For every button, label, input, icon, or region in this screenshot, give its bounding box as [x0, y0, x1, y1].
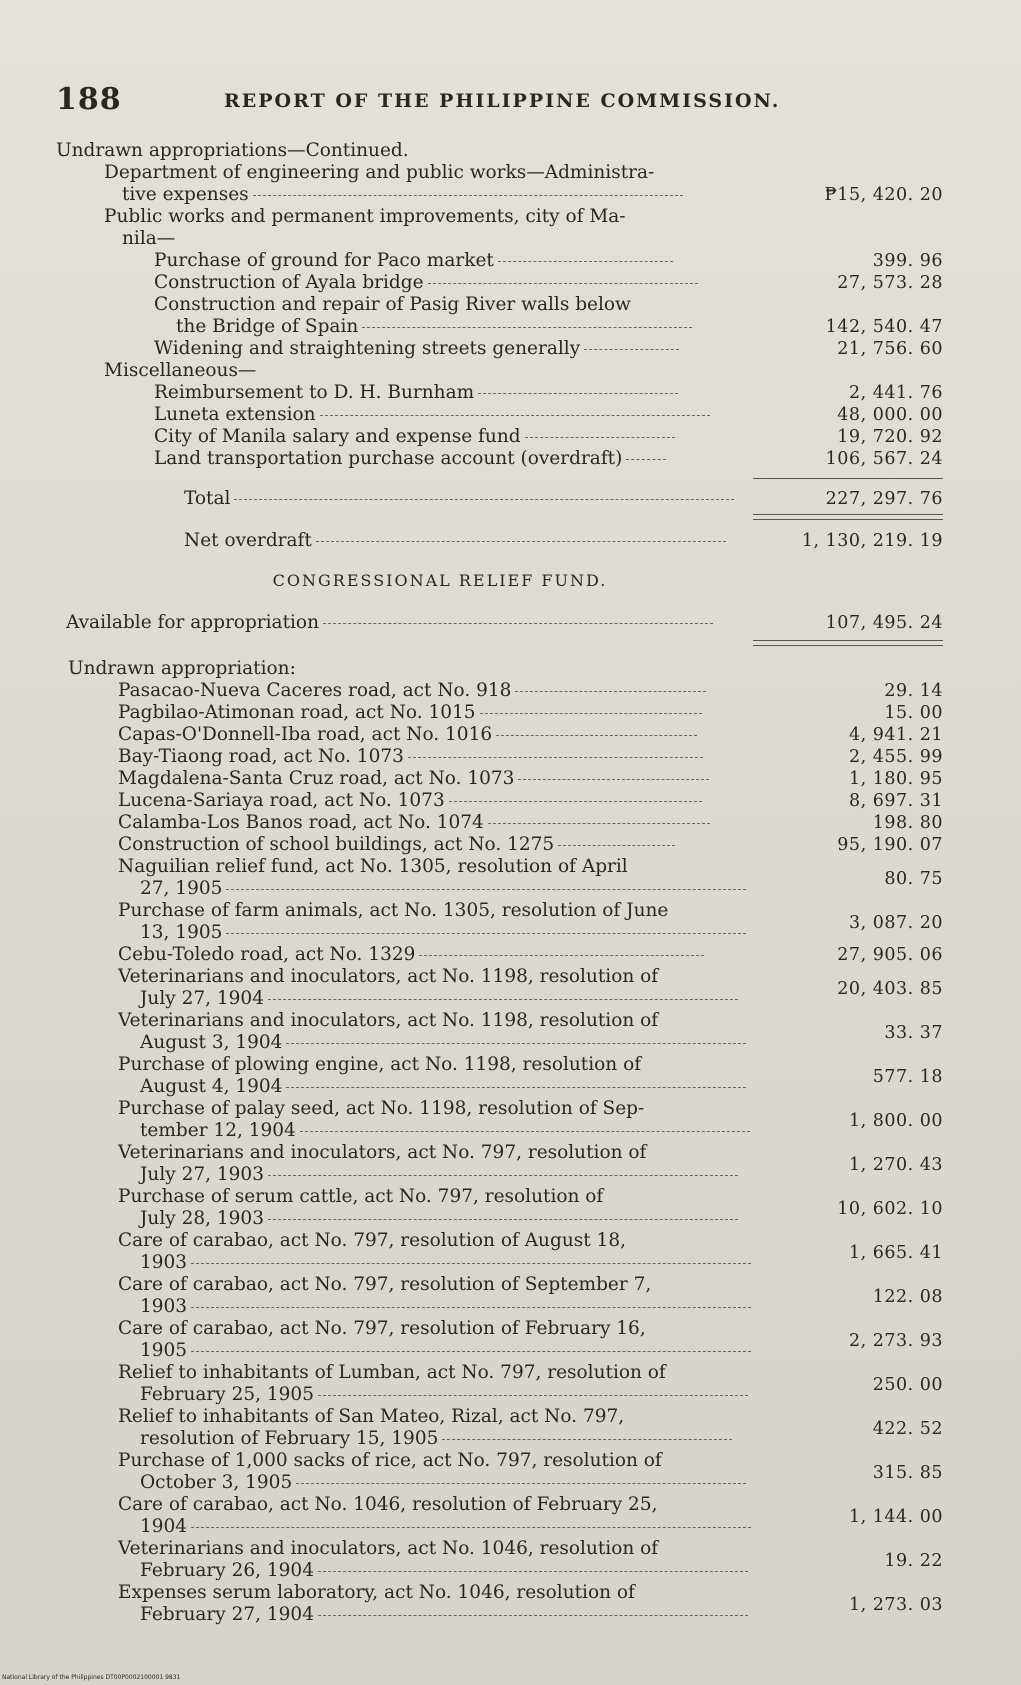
leader-dots	[191, 1263, 751, 1264]
relief-items	[0, 680, 1021, 1626]
ledger-line: Veterinarians and inoculators, act No. 1046, resolution of	[118, 1538, 659, 1559]
rule-area	[0, 634, 1021, 658]
leader-dots	[408, 757, 704, 758]
ledger-row: Construction of Ayala bridge 27, 573. 28	[154, 272, 943, 293]
ledger-row: July 28, 1903 10, 602. 10	[140, 1199, 943, 1229]
amount: 19. 22	[884, 1551, 943, 1571]
ledger-line: Purchase of palay seed, act No. 1198, resolution of Sep-	[118, 1098, 645, 1119]
leader-dots	[226, 889, 746, 890]
amount: 4, 941. 21	[848, 725, 943, 745]
ledger-row: October 3, 1905 315. 85	[140, 1463, 943, 1493]
ledger-row: February 25, 1905 250. 00	[140, 1375, 943, 1405]
running-head: REPORT OF THE PHILIPPINE COMMISSION.	[224, 90, 781, 112]
ledger-line: Care of carabao, act No. 797, resolution of August 18,	[118, 1230, 626, 1251]
ledger-row: Construction of school buildings, act No. 1275 95, 190. 07	[118, 834, 943, 855]
leader-dots	[558, 845, 675, 846]
leader-dots	[488, 823, 710, 824]
leader-dots	[449, 801, 703, 802]
leader-dots	[191, 1351, 751, 1352]
ledger-line: Relief to inhabitants of San Mateo, Rizal, act No. 797,	[118, 1406, 625, 1427]
ledger-row: Luneta extension 48, 000. 00	[154, 404, 943, 425]
leader-dots	[318, 1615, 748, 1616]
ledger-row: August 4, 1904 577. 18	[140, 1067, 943, 1097]
rule-area	[0, 510, 1021, 530]
ledger-row: Lucena-Sariaya road, act No. 1073 8, 697. 31	[118, 790, 943, 811]
ledger-row: Capas-O'Donnell-Iba road, act No. 1016 4, 941. 21	[118, 724, 943, 745]
ledger-line: Relief to inhabitants of Lumban, act No. 797, resolution of	[118, 1362, 666, 1383]
ledger-row: February 26, 1904 19. 22	[140, 1551, 943, 1581]
amount: 1, 144. 00	[848, 1507, 943, 1527]
amount: 95, 190. 07	[837, 835, 943, 855]
ledger-row: tember 12, 1904 1, 800. 00	[140, 1111, 943, 1141]
net-overdraft-row: Net overdraft 1, 130, 219. 19	[184, 530, 943, 551]
ledger-line: Purchase of plowing engine, act No. 1198, resolution of	[118, 1054, 642, 1075]
ledger-row: Reimbursement to D. H. Burnham 2, 441. 76	[154, 382, 943, 403]
leader-dots	[496, 735, 697, 736]
amount: 1, 665. 41	[848, 1243, 943, 1263]
leader-dots	[515, 691, 706, 692]
amount: 315. 85	[872, 1463, 943, 1483]
sum-rule	[753, 478, 943, 479]
amount: 1, 180. 95	[848, 769, 943, 789]
ledger-row: the Bridge of Spain 142, 540. 47	[176, 316, 943, 337]
amount: 3, 087. 20	[848, 913, 943, 933]
ledger-row: Bay-Tiaong road, act No. 1073 2, 455. 99	[118, 746, 943, 767]
ledger-row: 1903 1, 665. 41	[140, 1243, 943, 1273]
amount: 33. 37	[884, 1023, 943, 1043]
amount: 20, 403. 85	[837, 979, 943, 999]
public-works-line-2: nila—	[122, 228, 176, 249]
ledger-row: 1905 2, 273. 93	[140, 1331, 943, 1361]
page-header	[56, 82, 956, 122]
misc-heading: Miscellaneous—	[104, 360, 257, 381]
amount: 8, 697. 31	[848, 791, 943, 811]
amount: 250. 00	[872, 1375, 943, 1395]
ledger-line: Veterinarians and inoculators, act No. 1198, resolution of	[118, 966, 659, 987]
amount: 10, 602. 10	[837, 1199, 943, 1219]
ledger-row: Widening and straightening streets generally 21, 756. 60	[154, 338, 943, 359]
ledger-line: Veterinarians and inoculators, act No. 797, resolution of	[118, 1142, 647, 1163]
leader-dots	[318, 1395, 748, 1396]
leader-dots	[191, 1307, 751, 1308]
ledger-row: 27, 1905 80. 75	[140, 869, 943, 899]
leader-dots	[268, 1175, 738, 1176]
ledger-row: Purchase of ground for Paco market 399. 96	[154, 250, 943, 271]
double-rule-top	[753, 514, 943, 515]
ledger-row: Pasacao-Nueva Caceres road, act No. 918 29. 14	[118, 680, 943, 701]
ledger-line: Construction and repair of Pasig River walls below	[154, 294, 631, 315]
ledger-row: Land transportation purchase account (overdraft) 106, 567. 24	[154, 448, 943, 469]
ledger-row: City of Manila salary and expense fund 19, 720. 92	[154, 426, 943, 447]
ledger-line: Care of carabao, act No. 1046, resolution of February 25,	[118, 1494, 658, 1515]
ledger-line: Veterinarians and inoculators, act No. 1198, resolution of	[118, 1010, 659, 1031]
ledger-row: July 27, 1903 1, 270. 43	[140, 1155, 943, 1185]
ledger-line: Expenses serum laboratory, act No. 1046, resolution of	[118, 1582, 635, 1603]
ledger-row: resolution of February 15, 1905 422. 52	[140, 1419, 943, 1449]
double-rule-bottom	[753, 519, 943, 520]
ledger-row: July 27, 1904 20, 403. 85	[140, 979, 943, 1009]
amount: 27, 905. 06	[837, 945, 943, 965]
ledger-row: August 3, 1904 33. 37	[140, 1023, 943, 1053]
amount: 2, 273. 93	[848, 1331, 943, 1351]
double-rule-top	[753, 640, 943, 641]
leader-dots	[286, 1087, 746, 1088]
available-row: Available for appropriation 107, 495. 24	[66, 612, 943, 633]
ledger-row: Pagbilao-Atimonan road, act No. 1015 15. 00	[118, 702, 943, 723]
ledger-line: Purchase of farm animals, act No. 1305, resolution of June	[118, 900, 669, 921]
leader-dots	[419, 955, 704, 956]
leader-dots	[518, 779, 709, 780]
ledger-line: Purchase of serum cattle, act No. 797, resolution of	[118, 1186, 604, 1207]
ledger-row: 1904 1, 144. 00	[140, 1507, 943, 1537]
amount: 80. 75	[884, 869, 943, 889]
footer-stamp: National Library of the Philippines DT00P0002100001 9831	[2, 1674, 181, 1681]
ledger-row: Magdalena-Santa Cruz road, act No. 1073 1, 180. 95	[118, 768, 943, 789]
amount: 577. 18	[872, 1067, 943, 1087]
dept-line-1: Department of engineering and public works—Administra-	[104, 162, 655, 183]
leader-dots	[226, 933, 746, 934]
leader-dots	[318, 1571, 748, 1572]
ledger-line: Care of carabao, act No. 797, resolution of September 7,	[118, 1274, 652, 1295]
double-rule-bottom	[753, 645, 943, 646]
ledger-line: Naguilian relief fund, act No. 1305, resolution of April	[118, 856, 628, 877]
total-row: Total 227, 297. 76	[184, 488, 943, 509]
ledger-line: Care of carabao, act No. 797, resolution of February 16,	[118, 1318, 646, 1339]
leader-dots	[300, 1131, 750, 1132]
amount: 1, 273. 03	[848, 1595, 943, 1615]
ledger-row: Cebu-Toledo road, act No. 1329 27, 905. 06	[118, 944, 943, 965]
amount: 15. 00	[884, 703, 943, 723]
section-heading: Undrawn appropriations—Continued.	[56, 140, 409, 161]
page-number: 188	[56, 82, 122, 117]
section-title: CONGRESSIONAL RELIEF FUND.	[272, 571, 608, 590]
amount: ₱15, 420. 20	[824, 185, 943, 205]
ledger-row: February 27, 1904 1, 273. 03	[140, 1595, 943, 1625]
amount: 422. 52	[872, 1419, 943, 1439]
leader-dots	[286, 1043, 746, 1044]
undrawn-heading: Undrawn appropriation:	[68, 658, 296, 679]
page-content	[0, 140, 1021, 1626]
leader-dots	[296, 1483, 746, 1484]
ledger-row: Calamba-Los Banos road, act No. 1074 198. 80	[118, 812, 943, 833]
ledger-row: tive expenses ₱15, 420. 20	[122, 184, 943, 205]
amount: 1, 270. 43	[848, 1155, 943, 1175]
amount: 122. 08	[872, 1287, 943, 1307]
amount: 198. 80	[872, 813, 943, 833]
ledger-line: Purchase of 1,000 sacks of rice, act No. 797, resolution of	[118, 1450, 662, 1471]
amount: 2, 455. 99	[848, 747, 943, 767]
amount: 1, 800. 00	[848, 1111, 943, 1131]
leader-dots	[268, 1219, 738, 1220]
ledger-row: 13, 1905 3, 087. 20	[140, 913, 943, 943]
leader-dots	[480, 713, 702, 714]
leader-dots	[442, 1439, 732, 1440]
amount: 29. 14	[884, 681, 943, 701]
rule-area	[0, 470, 1021, 488]
public-works-line-1: Public works and permanent improvements, city of Ma-	[104, 206, 626, 227]
leader-dots	[268, 999, 738, 1000]
ledger-row: 1903 122. 08	[140, 1287, 943, 1317]
leader-dots	[191, 1527, 751, 1528]
